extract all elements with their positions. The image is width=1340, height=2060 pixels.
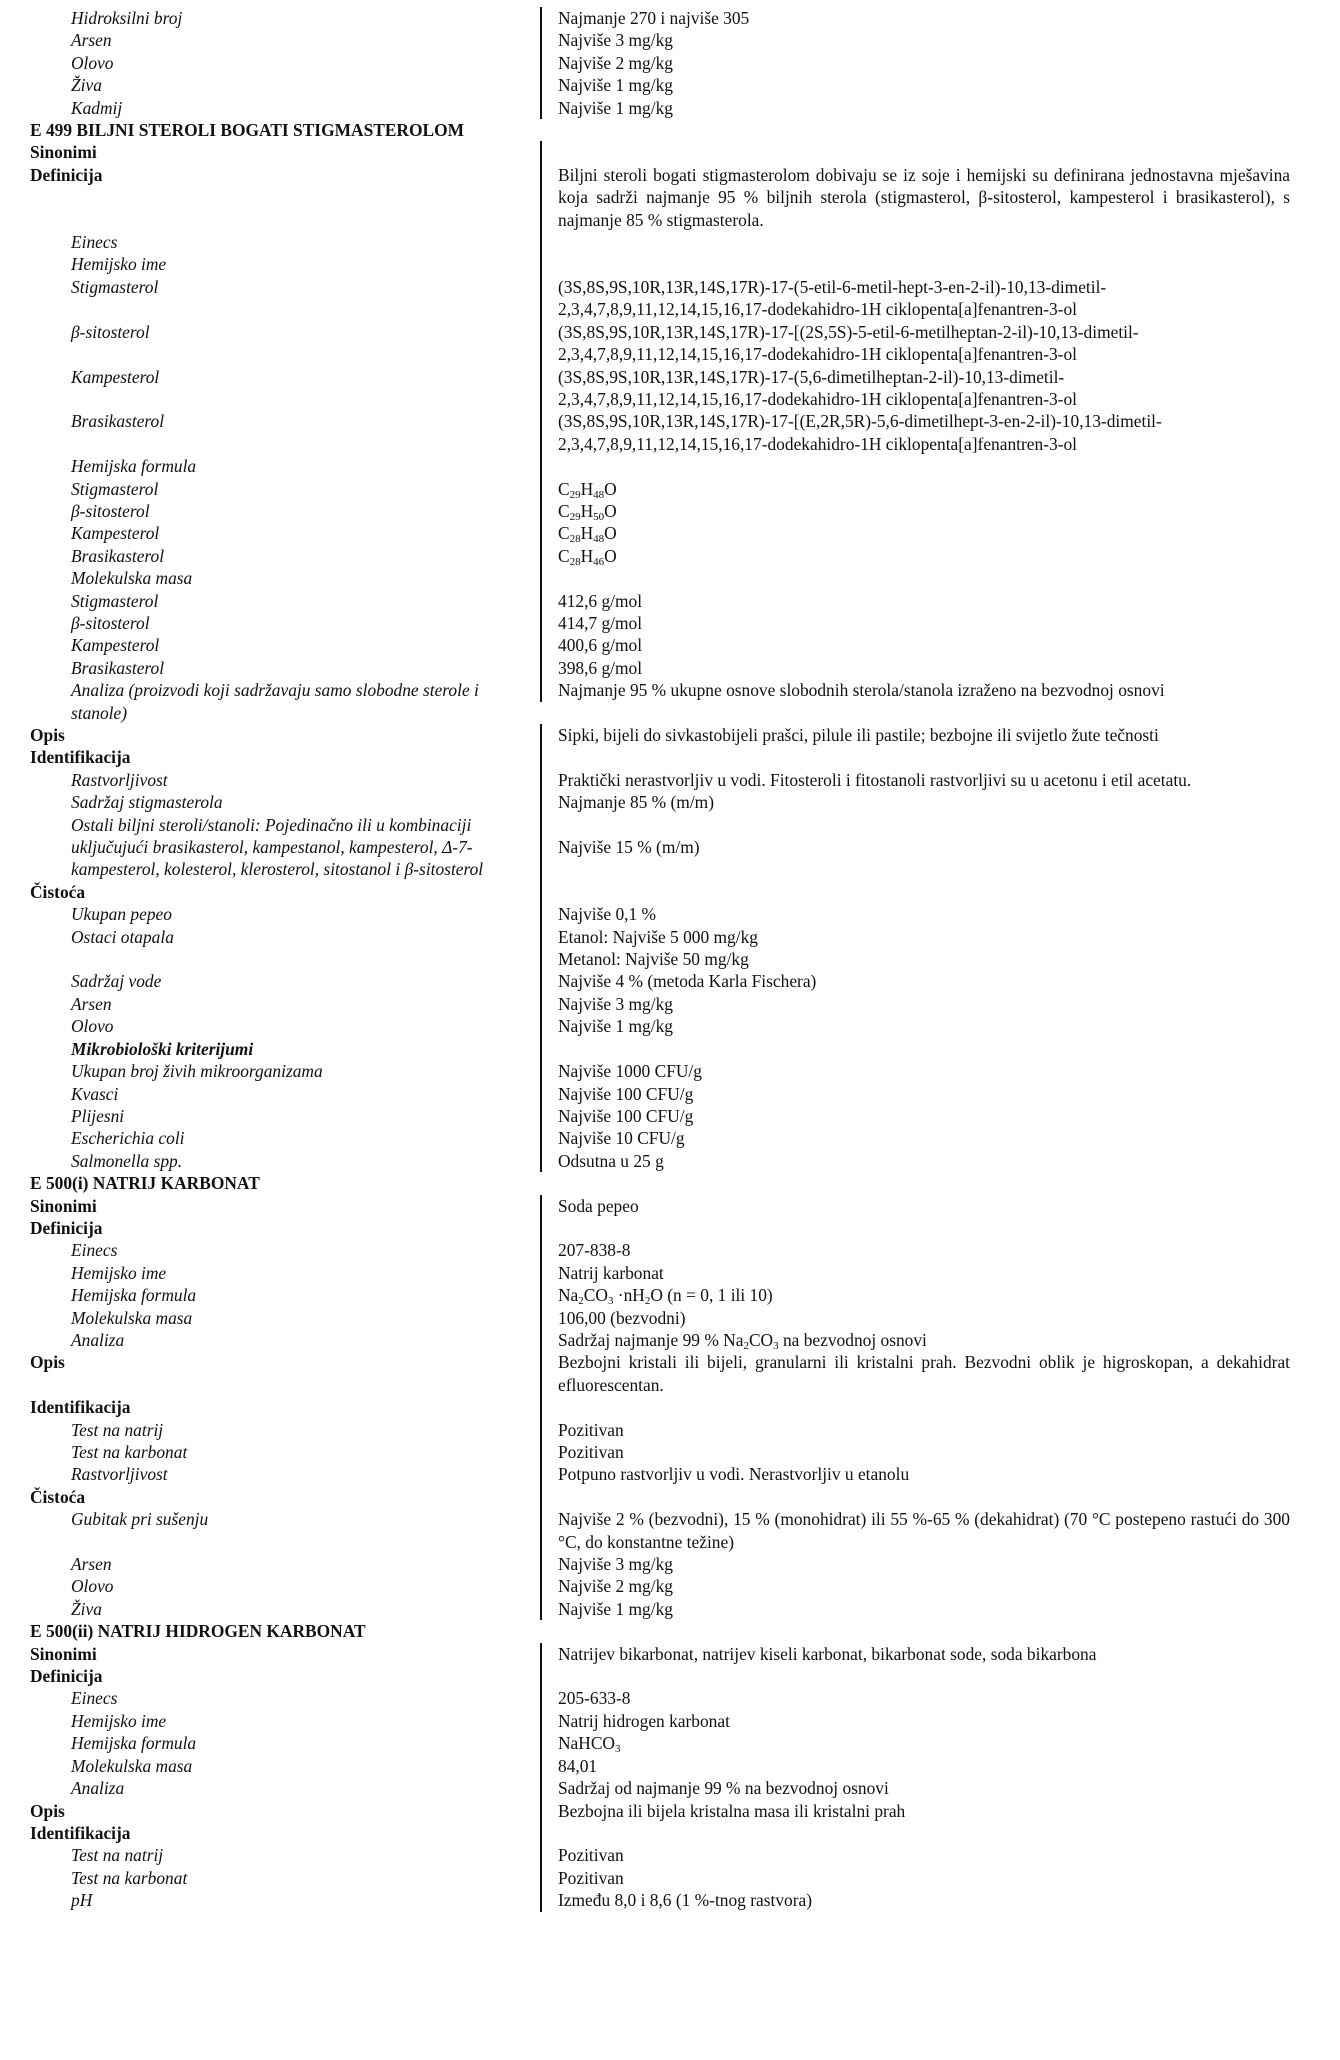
spec-value: Odsutna u 25 g [540, 1150, 1300, 1172]
spec-label: Stigmasterol [71, 590, 159, 611]
spec-label: Olovo [71, 1576, 114, 1597]
spec-label: Kampesterol [71, 523, 160, 544]
spec-row [30, 1755, 1300, 1777]
spec-value [540, 455, 1300, 477]
spec-row [30, 1419, 1300, 1441]
chemical-formula: $C_{28}H_{46}O$ [540, 545, 1300, 567]
spec-label: Salmonella spp. [71, 1150, 183, 1171]
spec-label: Kampesterol [71, 635, 160, 656]
spec-row [30, 1105, 1300, 1127]
section-label-definicija: Definicija [30, 1666, 103, 1687]
spec-row [30, 970, 1300, 992]
spec-value: Najviše 2 % (bezvodni), 15 % (monohidrat) ili 55 %-65 % (dekahidrat) (70 °C postepeno rastući do 300 °C, do konstantne težine) [540, 1508, 1300, 1553]
spec-row [30, 522, 1300, 544]
spec-label: Brasikasterol [71, 657, 165, 678]
spec-row [30, 1867, 1300, 1889]
spec-label: Sadržaj vode [71, 971, 162, 992]
spec-row [30, 1284, 1300, 1306]
spec-value: Najviše 3 mg/kg [540, 29, 1300, 51]
spec-value: Najmanje 270 i najviše 305 [540, 7, 1300, 29]
spec-label: Ostaci otapala [71, 926, 174, 947]
spec-row [30, 253, 1300, 275]
spec-row [30, 1239, 1300, 1261]
spec-label: Hemijska formula [71, 1285, 197, 1306]
spec-row [30, 366, 1300, 411]
spec-value [540, 746, 1300, 768]
spec-value: Najviše 100 CFU/g [540, 1105, 1300, 1127]
spec-label: Analiza (proizvodi koji sadržavaju samo slobodne sterole i stanole) [71, 680, 479, 723]
spec-label: Molekulska masa [71, 568, 193, 589]
additive-heading-e499 [30, 119, 1300, 141]
spec-value: Natrij karbonat [540, 1262, 1300, 1284]
spec-label: Molekulska masa [71, 1755, 193, 1776]
spec-value: Bezbojni kristali ili bijeli, granularni ili kristalni prah. Bezvodni oblik je higroskopan, a dekahidrat efluorescentan. [540, 1351, 1300, 1396]
section-label-opis: Opis [30, 1800, 65, 1821]
spec-value: Najviše 2 mg/kg [540, 52, 1300, 74]
spec-row [30, 1015, 1300, 1037]
spec-row [30, 724, 1300, 746]
chemical-name: (3S,8S,9S,10R,13R,14S,17R)-17-(5,6-dimetilheptan-2-il)-10,13-dimetil- 2,3,4,7,8,9,11,12,14,15,16,17-dodekahidro-1H ciklopenta[a]fenantren-3-ol [540, 366, 1300, 411]
spec-row [30, 1351, 1300, 1396]
spec-row [30, 321, 1300, 366]
section-label-mikro: Mikrobiološki kriterijumi [71, 1038, 254, 1059]
spec-value [540, 1486, 1300, 1508]
spec-row [30, 545, 1300, 567]
spec-label: Kadmij [71, 97, 123, 118]
spec-value: Pozitivan [540, 1867, 1300, 1889]
spec-label: Živa [71, 1598, 102, 1619]
section-label-definicija: Definicija [30, 164, 103, 185]
spec-value: 398,6 g/mol [540, 657, 1300, 679]
spec-value: 414,7 g/mol [540, 612, 1300, 634]
spec-value: Najviše 10 CFU/g [540, 1127, 1300, 1149]
spec-label: β-sitosterol [71, 321, 150, 342]
section-label-definicija: Definicija [30, 1217, 103, 1238]
section-label-opis: Opis [30, 1352, 65, 1373]
spec-row [30, 1665, 1300, 1687]
spec-label: Molekulska masa [71, 1307, 193, 1328]
spec-row [30, 29, 1300, 51]
spec-row [30, 1800, 1300, 1822]
spec-row [30, 769, 1300, 791]
spec-value: Najviše 15 % (m/m) [540, 814, 1300, 881]
spec-label: Hemijsko ime [71, 1710, 167, 1731]
spec-label: Brasikasterol [71, 545, 165, 566]
spec-row [30, 612, 1300, 634]
spec-value: Soda pepeo [540, 1195, 1300, 1217]
spec-value: Najviše 2 mg/kg [540, 1575, 1300, 1597]
spec-value: 400,6 g/mol [540, 634, 1300, 656]
spec-label: Ukupan broj živih mikroorganizama [71, 1061, 323, 1082]
spec-row [30, 590, 1300, 612]
spec-label: Olovo [71, 52, 114, 73]
spec-value: Natrijev bikarbonat, natrijev kiseli karbonat, bikarbonat sode, soda bikarbona [540, 1643, 1300, 1665]
spec-row [30, 410, 1300, 455]
spec-label: pH [71, 1890, 93, 1911]
spec-label: Hemijsko ime [71, 1262, 167, 1283]
spec-row [30, 567, 1300, 589]
spec-label: Arsen [71, 993, 112, 1014]
chemical-formula: $Na_2CO_3 \cdot nH_2O$ (n = 0, 1 ili 10) [540, 1284, 1300, 1306]
section-label-identifikacija: Identifikacija [30, 1397, 131, 1418]
spec-row [30, 52, 1300, 74]
spec-row [30, 926, 1300, 971]
spec-row [30, 814, 1300, 881]
spec-value: Natrij hidrogen karbonat [540, 1710, 1300, 1732]
spec-row [30, 1217, 1300, 1239]
spec-row [30, 746, 1300, 768]
spec-value [540, 1217, 1300, 1239]
spec-value: Najmanje 85 % (m/m) [540, 791, 1300, 813]
section-label-sinonimi: Sinonimi [30, 1195, 97, 1216]
spec-label: Analiza [71, 1329, 125, 1350]
chemical-formula: $C_{29}H_{50}O$ [540, 500, 1300, 522]
spec-row [30, 1150, 1300, 1172]
spec-value [540, 253, 1300, 275]
section-label-sinonimi: Sinonimi [30, 142, 97, 163]
spec-row [30, 903, 1300, 925]
spec-row [30, 881, 1300, 903]
spec-value: Pozitivan [540, 1441, 1300, 1463]
chemical-name: (3S,8S,9S,10R,13R,14S,17R)-17-[(E,2R,5R)-5,6-dimetilhept-3-en-2-il)-10,13-dimetil- 2,3,4,7,8,9,11,12,14,15,16,17-dodekahidro-1H ciklopenta[a]fenantren-3-ol [540, 410, 1300, 455]
spec-row [30, 1127, 1300, 1149]
spec-value: 84,01 [540, 1755, 1300, 1777]
spec-row [30, 1822, 1300, 1844]
spec-label: Test na karbonat [71, 1442, 188, 1462]
additive-heading-e500ii [30, 1620, 1300, 1642]
section-label-opis: Opis [30, 725, 65, 745]
spec-label: Rastvorljivost [71, 1464, 168, 1485]
spec-value: 207-838-8 [540, 1239, 1300, 1261]
spec-row [30, 791, 1300, 813]
section-label-cistoca: Čistoća [30, 1486, 86, 1507]
spec-row [30, 1844, 1300, 1866]
spec-value: Sadržaj od najmanje 99 % na bezvodnoj osnovi [540, 1777, 1300, 1799]
spec-row [30, 276, 1300, 321]
additive-title: E 500(i) NATRIJ KARBONAT [30, 1173, 260, 1194]
spec-row [30, 1889, 1300, 1911]
spec-row [30, 1553, 1300, 1575]
spec-label: β-sitosterol [71, 500, 150, 521]
spec-row [30, 231, 1300, 253]
spec-value: Bezbojna ili bijela kristalna masa ili kristalni prah [540, 1800, 1300, 1822]
spec-value: Najviše 1000 CFU/g [540, 1060, 1300, 1082]
spec-label: Escherichia coli [71, 1128, 185, 1149]
additive-heading-e500i [30, 1172, 1300, 1194]
section-label-identifikacija: Identifikacija [30, 747, 131, 768]
spec-value: Potpuno rastvorljiv u vodi. Nerastvorljiv u etanolu [540, 1463, 1300, 1485]
spec-value: Najviše 1 mg/kg [540, 1598, 1300, 1620]
spec-row [30, 1307, 1300, 1329]
spec-value: 106,00 (bezvodni) [540, 1307, 1300, 1329]
spec-value [540, 881, 1300, 903]
spec-label: β-sitosterol [71, 612, 150, 633]
spec-value [540, 1665, 1300, 1687]
spec-row [30, 1060, 1300, 1082]
additive-title: E 499 BILJNI STEROLI BOGATI STIGMASTEROLOM [30, 120, 465, 141]
spec-row [30, 141, 1300, 163]
spec-row [30, 164, 1300, 231]
additive-title: E 500(ii) NATRIJ HIDROGEN KARBONAT [30, 1621, 366, 1642]
spec-label: Ukupan pepeo [71, 904, 172, 925]
spec-value: Najviše 1 mg/kg [540, 74, 1300, 96]
spec-label: Hidroksilni broj [71, 8, 183, 28]
spec-row [30, 1083, 1300, 1105]
spec-value: 412,6 g/mol [540, 590, 1300, 612]
spec-row [30, 97, 1300, 119]
section-label-sinonimi: Sinonimi [30, 1643, 97, 1664]
spec-label: Olovo [71, 1016, 114, 1037]
spec-value: Između 8,0 i 8,6 (1 %-tnog rastvora) [540, 1889, 1300, 1911]
spec-label: Kvasci [71, 1083, 119, 1104]
spec-label: Hemijska formula [71, 456, 197, 477]
spec-row [30, 478, 1300, 500]
spec-row [30, 1732, 1300, 1754]
spec-value: Najviše 1 mg/kg [540, 1015, 1300, 1037]
spec-row [30, 1687, 1300, 1709]
spec-value: Najviše 3 mg/kg [540, 1553, 1300, 1575]
spec-label: Plijesni [71, 1105, 125, 1126]
spec-row [30, 455, 1300, 477]
spec-value [540, 1038, 1300, 1060]
spec-value [540, 141, 1300, 163]
chemical-formula: NaHCO$_3$ [540, 1732, 1300, 1754]
definition-text: Biljni steroli bogati stigmasterolom dobivaju se iz soje i hemijski su definirana jednostavna mješavina koja sadrži najmanje 95 % biljnih sterola (stigmasterol, β-sitosterol, kampesterol i brasikasterol), s najmanje 85 % stigmasterola. [540, 164, 1300, 231]
spec-value: Najviše 3 mg/kg [540, 993, 1300, 1015]
spec-row [30, 1329, 1300, 1351]
spec-value: Najmanje 95 % ukupne osnove slobodnih sterola/stanola izraženo na bezvodnoj osnovi [540, 679, 1300, 701]
spec-row [30, 679, 1300, 724]
chemical-formula: $C_{29}H_{48}O$ [540, 478, 1300, 500]
spec-label: Test na natrij [71, 1845, 164, 1866]
spec-row [30, 500, 1300, 522]
spec-value: Etanol: Najviše 5 000 mg/kg Metanol: Najviše 50 mg/kg [540, 926, 1300, 971]
spec-label: Brasikasterol [71, 411, 165, 432]
spec-value: Najviše 4 % (metoda Karla Fischera) [540, 970, 1300, 992]
section-label-cistoca: Čistoća [30, 881, 86, 902]
spec-row [30, 1195, 1300, 1217]
spec-value: Praktički nerastvorljiv u vodi. Fitosteroli i fitostanoli rastvorljivi su u acetonu i etil acetatu. [540, 769, 1300, 791]
spec-value: Pozitivan [540, 1419, 1300, 1441]
spec-row [30, 1508, 1300, 1553]
spec-value: Najviše 1 mg/kg [540, 97, 1300, 119]
chemical-name: (3S,8S,9S,10R,13R,14S,17R)-17-[(2S,5S)-5-etil-6-metilheptan-2-il)-10,13-dimetil- 2,3,4,7,8,9,11,12,14,15,16,17-dodekahidro-1H ciklopenta[a]fenantren-3-ol [540, 321, 1300, 366]
spec-label: Živa [71, 75, 102, 96]
spec-label: Kampesterol [71, 366, 160, 387]
spec-label: Hemijska formula [71, 1733, 197, 1754]
spec-row [30, 1038, 1300, 1060]
spec-label: Arsen [71, 30, 112, 51]
spec-label: Stigmasterol [71, 276, 159, 297]
spec-row [30, 1262, 1300, 1284]
spec-row [30, 1710, 1300, 1732]
section-label-identifikacija: Identifikacija [30, 1822, 131, 1843]
spec-row [30, 1575, 1300, 1597]
spec-row [30, 7, 1300, 29]
spec-label: Ostali biljni steroli/stanoli: Pojedinačno ili u kombinaciji uključujući brasikasterol, kampestanol, kampesterol, Δ-7-kampesterol, kolesterol, klerosterol, sitostanol i β-sitosterol [71, 814, 484, 880]
spec-value [540, 1396, 1300, 1418]
specification-document [30, 7, 1300, 1912]
spec-label: Hemijsko ime [71, 254, 167, 275]
spec-label: Arsen [71, 1554, 112, 1575]
spec-value: Najviše 100 CFU/g [540, 1083, 1300, 1105]
spec-label: Test na natrij [71, 1419, 164, 1440]
spec-row [30, 1441, 1300, 1463]
spec-label: Rastvorljivost [71, 769, 168, 790]
spec-label: Einecs [71, 232, 118, 253]
spec-value: 205-633-8 [540, 1687, 1300, 1709]
spec-row [30, 74, 1300, 96]
chemical-formula: $C_{28}H_{48}O$ [540, 522, 1300, 544]
spec-row [30, 1396, 1300, 1418]
spec-value: Sipki, bijeli do sivkastobijeli prašci, pilule ili pastile; bezbojne ili svijetlo žute tečnosti [540, 724, 1300, 746]
spec-row [30, 1486, 1300, 1508]
spec-value [540, 567, 1300, 589]
spec-label: Stigmasterol [71, 478, 159, 499]
spec-label: Test na karbonat [71, 1867, 188, 1888]
spec-row [30, 1777, 1300, 1799]
spec-label: Einecs [71, 1240, 118, 1261]
spec-label: Einecs [71, 1688, 118, 1709]
spec-row [30, 1463, 1300, 1485]
spec-row [30, 1598, 1300, 1620]
spec-value [540, 1822, 1300, 1844]
spec-row [30, 634, 1300, 656]
spec-label: Gubitak pri sušenju [71, 1509, 209, 1530]
spec-row [30, 1643, 1300, 1665]
chemical-name: (3S,8S,9S,10R,13R,14S,17R)-17-(5-etil-6-metil-hept-3-en-2-il)-10,13-dimetil- 2,3,4,7,8,9,11,12,14,15,16,17-dodekahidro-1H ciklopenta[a]fenantren-3-ol [540, 276, 1300, 321]
spec-value: Sadržaj najmanje 99 % $Na_2CO_3$ na bezvodnoj osnovi [540, 1329, 1300, 1351]
spec-value: Najviše 0,1 % [540, 903, 1300, 925]
spec-label: Sadržaj stigmasterola [71, 792, 223, 813]
spec-value [540, 231, 1300, 253]
spec-value: Pozitivan [540, 1844, 1300, 1866]
spec-row [30, 993, 1300, 1015]
spec-row [30, 657, 1300, 679]
spec-label: Analiza [71, 1778, 125, 1799]
